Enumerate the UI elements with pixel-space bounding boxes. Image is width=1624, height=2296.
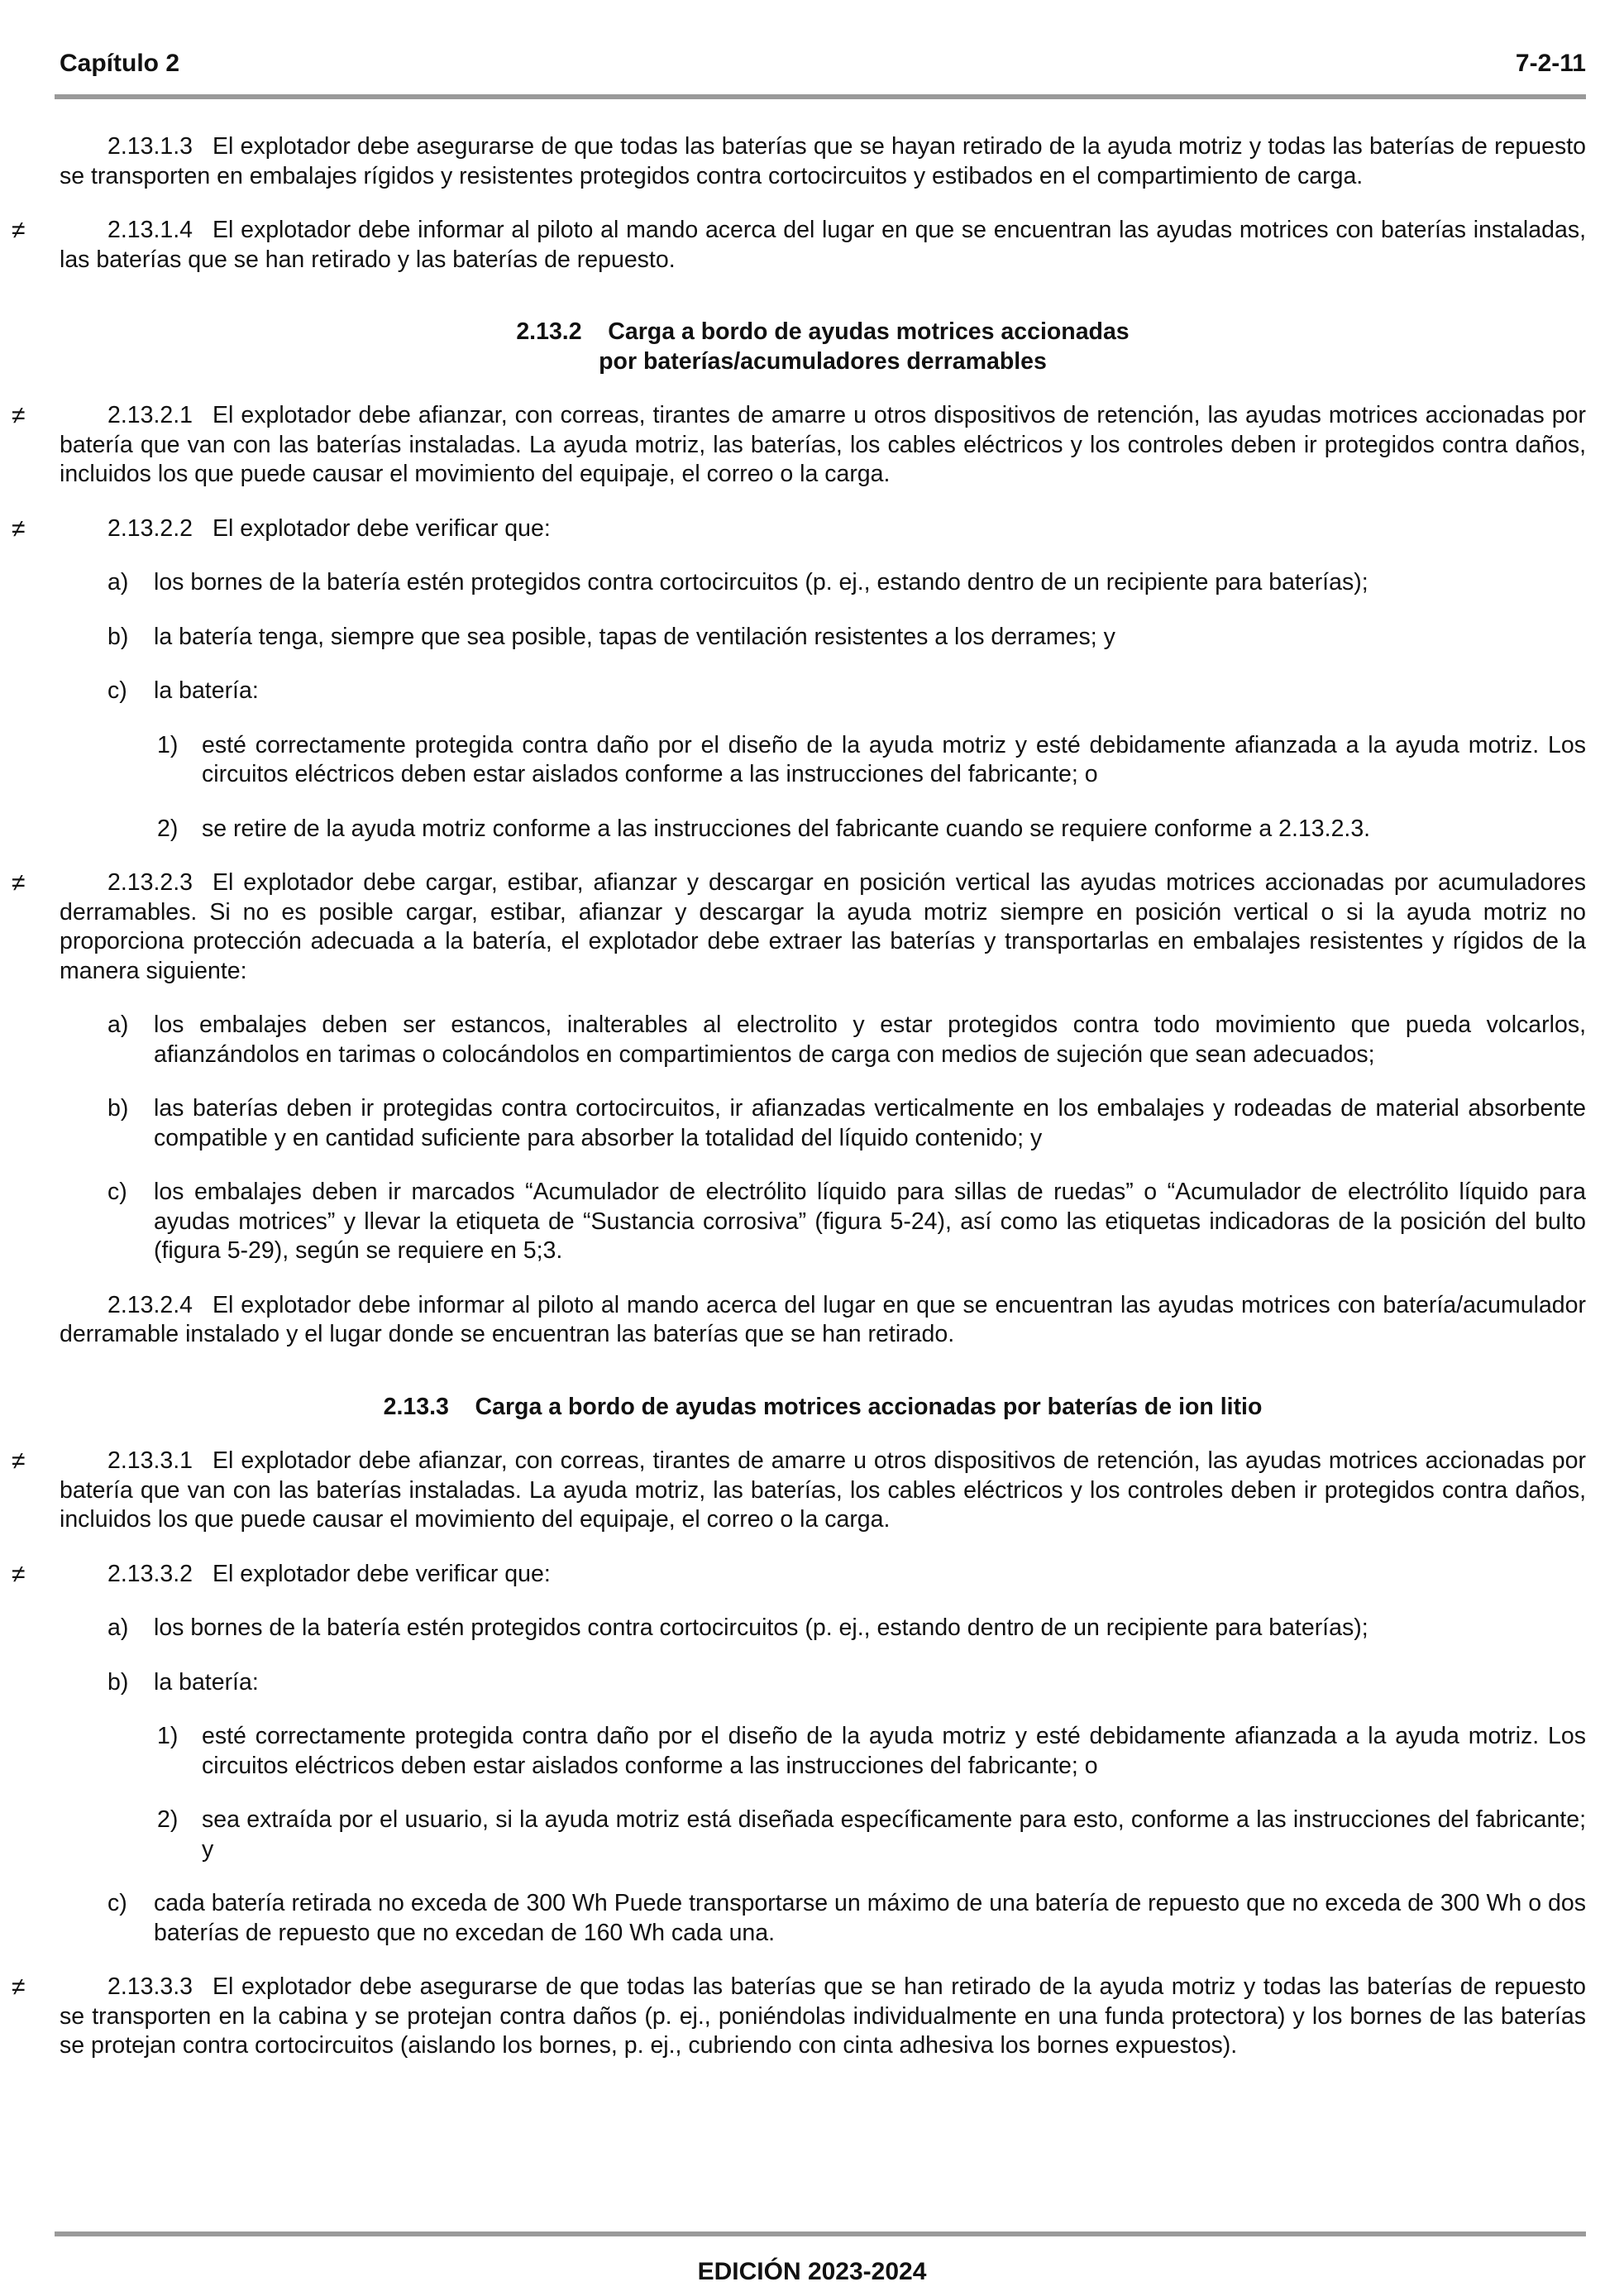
paragraph-2-13-3-2	[12, 1560, 1586, 1590]
page-body	[12, 132, 1586, 2086]
list-label: a)	[107, 569, 129, 596]
list-item	[60, 568, 1586, 598]
section-heading-2-13-3	[60, 1393, 1586, 1423]
paragraph-2-13-3-1	[12, 1447, 1586, 1535]
list-item	[60, 623, 1586, 653]
paragraph-text: El explotador debe informar al piloto al mando acerca del lugar en que se encuentran las ayudas motrices con baterías instaladas, las baterías que se han retirado y las baterías de repuesto.	[60, 217, 1586, 273]
paragraph-number: 2.13.3.1	[107, 1447, 193, 1474]
paragraph-2-13-2-3	[12, 868, 1586, 986]
list-item	[60, 1094, 1586, 1153]
paragraph-text: El explotador debe cargar, estibar, afianzar y descargar en posición vertical las ayudas motrices accionadas por acumuladores derramables. Si no es posible cargar, estibar, afianzar y descargar la ayuda motriz siempre en posición vertical o si la ayuda motriz no proporciona protección adecuada a la batería, el explotador debe extraer las baterías y transportarlas en embalajes resistentes y rígidos de la manera siguiente:	[60, 869, 1586, 984]
change-mark-icon: ≠	[12, 1973, 26, 2001]
list-item	[60, 1178, 1586, 1266]
list-label: a)	[107, 1614, 129, 1641]
list-label: b)	[107, 1095, 129, 1122]
list-item	[60, 677, 1586, 706]
chapter-header: Capítulo 2	[60, 50, 180, 77]
paragraph-number: 2.13.1.4	[107, 217, 193, 243]
change-mark-icon: ≠	[12, 869, 26, 897]
paragraph-number: 2.13.3.3	[107, 1973, 193, 2000]
list-text: la batería:	[154, 1668, 259, 1696]
paragraph-number: 2.13.2.4	[107, 1291, 193, 1318]
list-text: la batería tenga, siempre que sea posible, tapas de ventilación resistentes a los derrames; y	[154, 623, 1115, 650]
list-item	[60, 1889, 1586, 1948]
paragraph-text: El explotador debe afianzar, con correas, tirantes de amarre u otros dispositivos de retención, las ayudas motrices accionadas por batería que van con las baterías instaladas. La ayuda motriz, las baterías, los cables eléctricos y los controles deben ir protegidos contra daños, incluidos los que puede causar el movimiento del equipaje, el correo o la carga.	[60, 1447, 1586, 1533]
change-mark-icon: ≠	[12, 402, 26, 429]
sub-list-item	[60, 1722, 1586, 1781]
list-label: c)	[107, 677, 127, 704]
list-text: esté correctamente protegida contra daño por el diseño de la ayuda motriz y esté debidamente afianzada a la ayuda motriz. Los circuitos eléctricos deben estar aislados conforme a las instrucciones del fabricante; o	[202, 731, 1586, 787]
list-text: los bornes de la batería estén protegidos contra cortocircuitos (p. ej., estando dentro de un recipiente para baterías);	[154, 569, 1368, 596]
paragraph-text: El explotador debe asegurarse de que todas las baterías que se han retirado de la ayuda motriz y todas las baterías de repuesto se transporten en la cabina y se protejan contra daños (p. ej., poniéndolas individualmente en una funda protectora) y los bornes de las baterías se protejan contra cortocircuitos (aislando los bornes, p. ej., cubriendo con cinta adhesiva los bornes expuestos).	[60, 1973, 1586, 2059]
list-label: 1)	[157, 731, 179, 758]
change-mark-icon: ≠	[12, 514, 26, 543]
paragraph-number: 2.13.3.2	[107, 1560, 193, 1587]
section-heading-2-13-2	[60, 318, 1586, 376]
list-label: b)	[107, 1668, 129, 1696]
list-text: se retire de la ayuda motriz conforme a las instrucciones del fabricante cuando se requiere conforme a 2.13.2.3.	[202, 815, 1371, 842]
header-rule	[55, 94, 1586, 99]
change-mark-icon: ≠	[12, 217, 26, 244]
sub-list-item	[60, 731, 1586, 790]
paragraph-2-13-1-4	[12, 216, 1586, 275]
paragraph-text: El explotador debe asegurarse de que todas las baterías que se hayan retirado de la ayuda motriz y todas las baterías de repuesto se transporten en embalajes rígidos y resistentes protegidos contra cortocircuitos y estibados en el compartimiento de carga.	[60, 133, 1586, 189]
list-label: c)	[107, 1890, 127, 1916]
list-item	[60, 1668, 1586, 1698]
list-label: b)	[107, 623, 129, 650]
sub-list-item	[60, 1806, 1586, 1864]
section-number: 2.13.2	[516, 318, 582, 345]
paragraph-2-13-3-3	[12, 1973, 1586, 2061]
paragraph-text: El explotador debe verificar que:	[213, 514, 551, 542]
list-label: 2)	[157, 815, 179, 842]
list-text: esté correctamente protegida contra daño por el diseño de la ayuda motriz y esté debidamente afianzada a la ayuda motriz. Los circuitos eléctricos deben estar aislados conforme a las instrucciones del fabricante; o	[202, 1723, 1586, 1779]
list-label: 2)	[157, 1806, 179, 1833]
paragraph-2-13-2-4	[60, 1291, 1586, 1350]
section-number: 2.13.3	[383, 1393, 449, 1420]
paragraph-number: 2.13.2.1	[107, 402, 193, 428]
list-label: c)	[107, 1179, 127, 1205]
list-text: las baterías deben ir protegidas contra cortocircuitos, ir afianzadas verticalmente en los embalajes y rodeadas de material absorbente compatible y en cantidad suficiente para absorber la totalidad del líquido contenido; y	[154, 1095, 1586, 1151]
section-title-line1: Carga a bordo de ayudas motrices accionadas	[608, 318, 1130, 345]
page-number: 7-2-11	[1515, 50, 1586, 77]
list-text: cada batería retirada no exceda de 300 Wh Puede transportarse un máximo de una batería de repuesto que no exceda de 300 Wh o dos baterías de repuesto que no excedan de 160 Wh cada una.	[154, 1890, 1586, 1946]
footer-rule	[55, 2231, 1586, 2236]
section-title: Carga a bordo de ayudas motrices accionadas por baterías de ion litio	[475, 1393, 1263, 1420]
list-text: los embalajes deben ir marcados “Acumulador de electrólito líquido para sillas de ruedas” o “Acumulador de electrólito líquido para ayudas motrices” y llevar la etiqueta de “Sustancia corrosiva” (figura 5-24), así como las etiquetas indicadoras de la posición del bulto (figura 5-29), según se requiere en 5;3.	[154, 1179, 1586, 1264]
list-item	[60, 1614, 1586, 1643]
paragraph-number: 2.13.1.3	[107, 133, 193, 160]
section-title-line2: por baterías/acumuladores derramables	[599, 347, 1047, 375]
list-label: a)	[107, 1012, 129, 1038]
paragraph-text: El explotador debe informar al piloto al mando acerca del lugar en que se encuentran las ayudas motrices con batería/acumulador derramable instalado y el lugar donde se encuentran las baterías que se han retirado.	[60, 1291, 1586, 1347]
list-text: los embalajes deben ser estancos, inalterables al electrolito y estar protegidos contra todo movimiento que pueda volcarlos, afianzándolos en tarimas o colocándolos en compartimientos de carga con medios de sujeción que sean adecuados;	[154, 1012, 1586, 1068]
list-text: los bornes de la batería estén protegidos contra cortocircuitos (p. ej., estando dentro de un recipiente para baterías);	[154, 1614, 1368, 1641]
change-mark-icon: ≠	[12, 1560, 26, 1588]
sub-list-item	[60, 815, 1586, 844]
paragraph-2-13-1-3	[60, 132, 1586, 191]
paragraph-number: 2.13.2.2	[107, 514, 193, 542]
list-text: la batería:	[154, 677, 259, 704]
list-label: 1)	[157, 1723, 179, 1749]
edition-footer: EDICIÓN 2023-2024	[697, 2258, 927, 2285]
paragraph-number: 2.13.2.3	[107, 869, 193, 896]
paragraph-2-13-2-1	[12, 401, 1586, 490]
change-mark-icon: ≠	[12, 1447, 26, 1475]
paragraph-text: El explotador debe verificar que:	[213, 1560, 551, 1587]
paragraph-text: El explotador debe afianzar, con correas, tirantes de amarre u otros dispositivos de retención, las ayudas motrices accionadas por batería que van con las baterías instaladas. La ayuda motriz, las baterías, los cables eléctricos y los controles deben ir protegidos contra daños, incluidos los que puede causar el movimiento del equipaje, el correo o la carga.	[60, 402, 1586, 487]
paragraph-2-13-2-2	[12, 514, 1586, 544]
list-item	[60, 1011, 1586, 1069]
list-text: sea extraída por el usuario, si la ayuda motriz está diseñada específicamente para esto, conforme a las instrucciones del fabricante; y	[202, 1806, 1586, 1863]
